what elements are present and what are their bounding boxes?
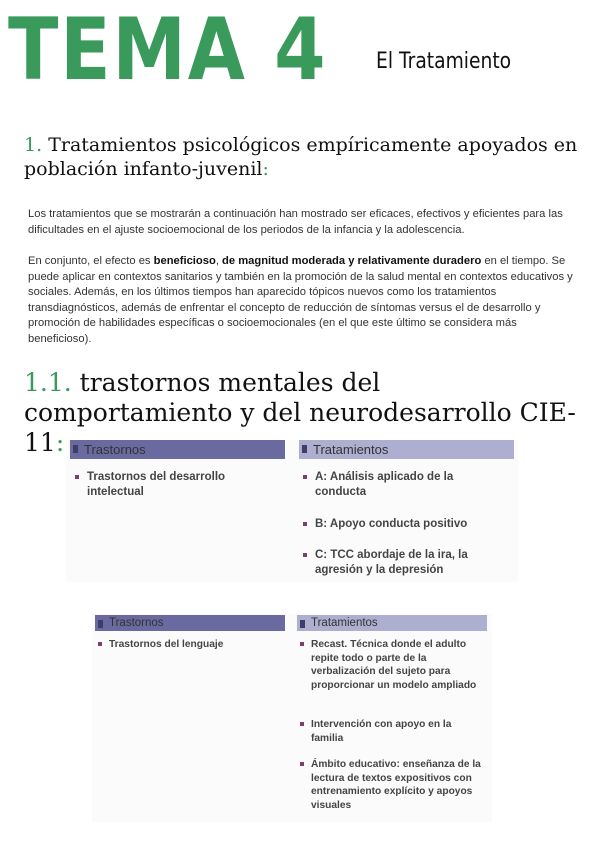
table-2-right-item-3: Ámbito educativo: enseñanza de la lectura de textos expositivos con entrenamiento explícito y apoyos visuales (311, 759, 481, 811)
table-1-header-tratamientos: Tratamientos (299, 440, 514, 459)
section-heading-text: Tratamientos psicológicos empíricamente apoyados en población infanto-juvenil (24, 134, 578, 180)
table-1-left-item: Trastornos del desarrollo intelectual (87, 470, 267, 500)
section-colon: : (262, 158, 269, 180)
paragraph-2 (28, 254, 573, 347)
paragraph-2-post: en el tiempo. Se puede aplicar en contextos sanitarios y también en la promoción de la salud mental en contextos educativos y sociales. Además, en los últimos tiempos han aparecido tópicos nuevos como los tratamientos transdiagnósticos, además de enfrentar el concepto de reducción de síntomas versus el de desarrollo y promoción de habilidades específicas o socioemocionales (en el que este último se considera más beneficioso). (28, 255, 573, 345)
table-1-right-item-c: C: TCC abordaje de la ira, la agresión y la depresión (315, 548, 500, 578)
paragraph-1: Los tratamientos que se mostrarán a continuación han mostrado ser eficaces, efectivos y eficientes para las dificultades en el ajuste socioemocional de los periodos de la infancia y la adolescencia. (28, 208, 563, 236)
section-heading-1 (24, 133, 584, 181)
table-2-right-item-1: Recast. Técnica donde el adulto repite todo o parte de la verbalización del sujeto para proporcionar un modelo ampliado (311, 638, 481, 692)
page-title: TEMA 4 (8, 0, 328, 100)
section-colon: : (55, 428, 65, 457)
table-2-left-item: Trastornos del lenguaje (109, 638, 279, 652)
table-1-right-item-b: B: Apoyo conducta positivo (315, 517, 500, 532)
table-1-right-item-a: A: Análisis aplicado de la conducta (315, 470, 500, 500)
paragraph-2-pre: En conjunto, el efecto es (28, 255, 154, 267)
table-2-right-item-2: Intervención con apoyo en la familia (311, 718, 481, 745)
paragraph-2-mid: , (215, 255, 223, 267)
table-2-header-trastornos: Trastornos (95, 615, 285, 631)
table-1-header-trastornos: Trastornos (70, 440, 285, 459)
paragraph-2-bold-1: beneficioso (153, 255, 216, 267)
table-2-header-tratamientos: Tratamientos (297, 615, 487, 631)
paragraph-2-bold-2: de magnitud moderada y relativamente duradero (222, 255, 482, 267)
page-subtitle: El Tratamiento (376, 49, 512, 74)
section-number: 1.1. (24, 368, 72, 397)
section-number: 1. (24, 134, 43, 156)
section-heading-text: trastornos mentales del comportamiento y del neurodesarrollo CIE-11 (24, 368, 576, 457)
